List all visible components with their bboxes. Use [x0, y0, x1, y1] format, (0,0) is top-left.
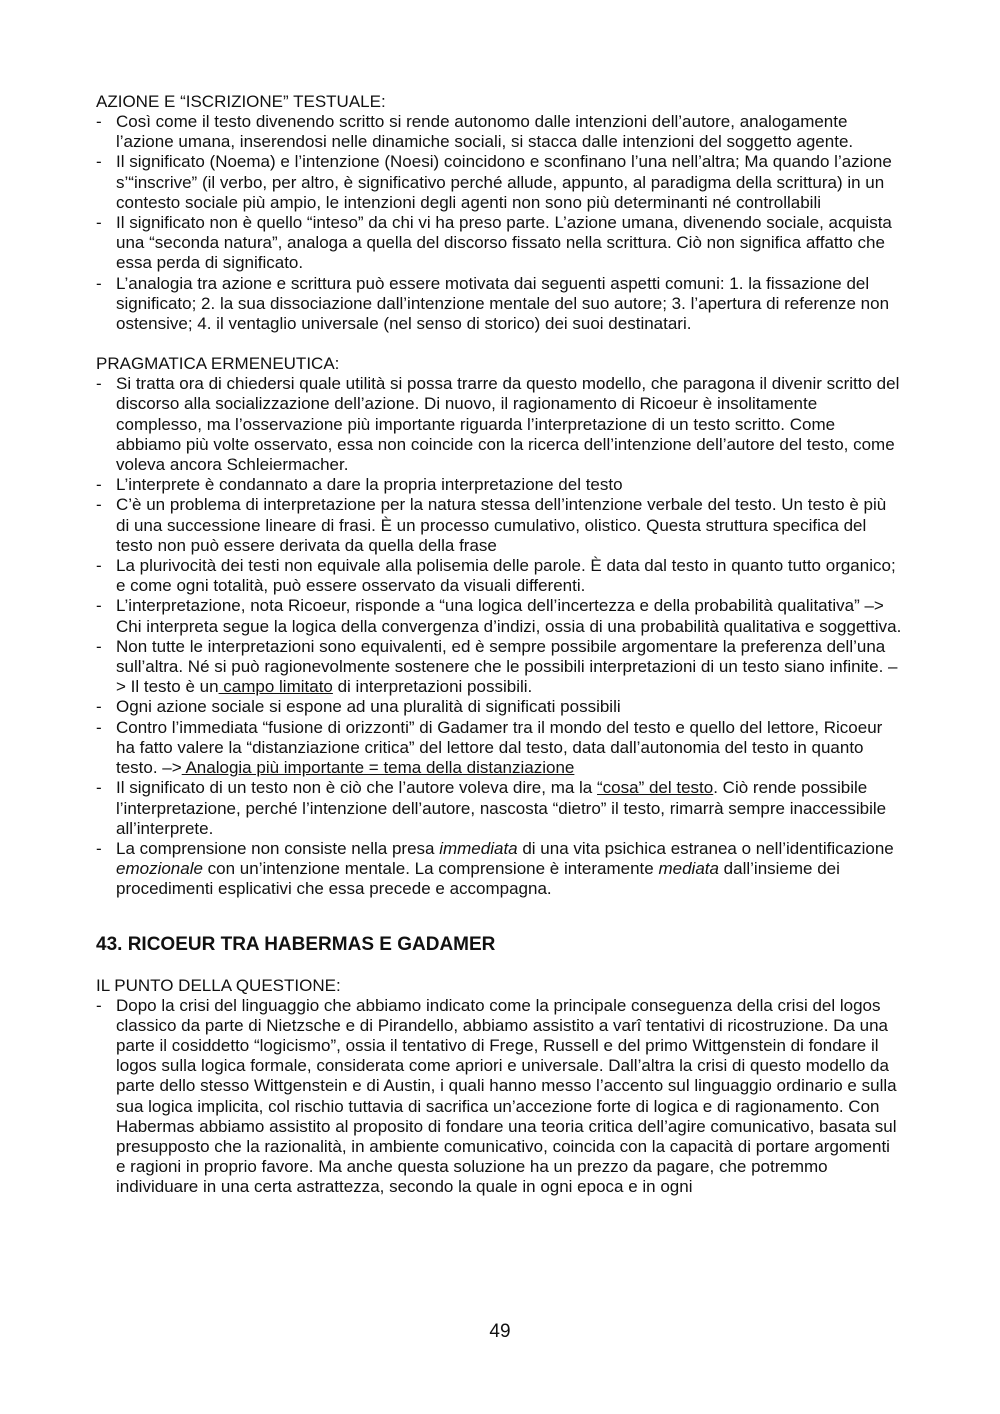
bullet-dash: -: [96, 995, 102, 1015]
item-text: di interpretazioni possibili.: [332, 677, 533, 697]
italic-word: emozionale: [116, 859, 203, 879]
list-item: [96, 112, 904, 152]
list-item: [96, 556, 904, 596]
item-text: Così come il testo divenendo scritto si rende autonomo dalle intenzioni dell’autore, analogamente l’azione umana, inserendosi nelle dinamiche sociali, si stacca dalle intenzioni del soggetto agente.: [116, 112, 854, 152]
list-item: [96, 637, 904, 698]
list-item: [96, 839, 904, 900]
bullet-dash: -: [96, 717, 102, 737]
list-item: [96, 718, 904, 779]
italic-word: immediata: [439, 838, 518, 858]
section-heading-pragmatica: PRAGMATICA ERMENEUTICA:: [96, 354, 340, 374]
bullet-dash: -: [96, 112, 102, 131]
bullet-dash: -: [96, 596, 102, 616]
list-item: [96, 495, 904, 556]
page-content: [96, 92, 904, 1198]
italic-word: mediata: [658, 859, 719, 879]
list-item: [96, 213, 904, 274]
underlined-phrase: Analogia più importante = tema della distanziazione: [181, 758, 575, 778]
bullet-dash: -: [96, 475, 102, 495]
list-item: [96, 596, 904, 636]
bullet-dash: -: [96, 778, 102, 798]
item-text: . Ciò rende possibile l’interpretazione, perché l’intenzione dell’autore, nascosta “dietro” il testo, rimarrà sempre inaccessibile all’interprete.: [116, 778, 887, 838]
underlined-phrase: campo limitato: [218, 677, 333, 697]
bullet-dash: -: [96, 495, 102, 515]
item-text: Dopo la crisi del linguaggio che abbiamo indicato come la principale conseguenza della crisi del logos classico da parte di Nietzsche e di Pirandello, abbiamo assistito a varî tentativi di ricostruzione. Da una parte il cosiddetto “logicismo”, ossia il tentativo di Frege, Russell e del primo Wittgenstein di fondare il logos sulla logica formale, considerata come apriori e universale. Dall’altra la crisi di questo modello da parte dello stesso Wittgenstein e di Austin, i quali hanno messo l’accento sul linguaggio ordinario e sulla sua logica implicita, col rischio tuttavia di sacrifica un’accezione forte di logica e di ragionamento. Con Habermas abbiamo assistito al proposito di fondare una teoria critica dell’agire comunicativo, basata sul presupposto che la razionalità, in ambiente comunicativo, coincida con la capacità di portare argomenti e ragioni in proprio favore. Ma anche questa soluzione ha un prezzo da pagare, che potremmo individuare in una certa astrattezza, secondo la quale in ogni epoca e in ogni: [116, 995, 897, 1197]
item-text: con un’intenzione mentale. La comprensione è interamente: [202, 859, 659, 879]
list-item: [96, 697, 904, 717]
item-text: Il significato di un testo non è ciò che l’autore voleva dire, ma la: [116, 778, 597, 798]
bullet-dash: -: [96, 273, 102, 293]
spacer: [96, 334, 904, 354]
underlined-phrase: “cosa” del testo: [597, 778, 714, 798]
bullet-dash: -: [96, 152, 102, 172]
list-azione: [96, 112, 904, 334]
section-heading-punto: IL PUNTO DELLA QUESTIONE:: [96, 975, 341, 995]
list-item: [96, 996, 904, 1198]
item-text: Ogni azione sociale si espone ad una pluralità di significati possibili: [116, 697, 621, 717]
item-text: C’è un problema di interpretazione per la natura stessa dell’intenzione verbale del testo. Un testo è più di una successione lineare di frasi. È un processo cumulativo, olistico. Questa struttura specifica del testo non può essere derivata da quella della frase: [116, 495, 887, 555]
item-text: L’analogia tra azione e scrittura può essere motivata dai seguenti aspetti comuni: 1. la fissazione del significato; 2. la sua dissociazione dall’intenzione mentale del suo autore; 3. l’apertura di referenze non ostensive; 4. il ventaglio universale (nel senso di storico) dei suoi destinatari.: [116, 273, 890, 334]
list-item: [96, 152, 904, 213]
item-text: L’interprete è condannato a dare la propria interpretazione del testo: [116, 475, 623, 495]
section-heading-azione: AZIONE E “ISCRIZIONE” TESTUALE:: [96, 92, 386, 111]
list-item: [96, 778, 904, 839]
item-text: Non tutte le interpretazioni sono equivalenti, ed è sempre possibile argomentare la preferenza dell’una sull’altra. Né si può ragionevolmente sostenere che le possibili interpretazioni di un testo siano infinite. –> Il testo è un: [116, 636, 898, 697]
bullet-dash: -: [96, 556, 102, 576]
bullet-dash: -: [96, 374, 102, 394]
section-title: 43. RICOEUR TRA HABERMAS E GADAMER: [96, 933, 496, 955]
item-text: La comprensione non consiste nella presa: [116, 838, 440, 858]
item-text: Si tratta ora di chiedersi quale utilità si possa trarre da questo modello, che paragona il divenir scritto del discorso alla socializzazione dell’azione. Di nuovo, il ragionamento di Ricoeur è insolitamente complesso, ma l’osservazione più importante riguarda l’interpretazione di un testo scritto. Come abbiamo più volte osservato, essa non coincide con la ricerca dell’intenzione dell’autore del testo, come voleva ancora Schleiermacher.: [116, 374, 900, 475]
page-number: 49: [489, 1321, 511, 1342]
list-pragmatica: [96, 374, 904, 899]
item-text: La plurivocità dei testi non equivale alla polisemia delle parole. È data dal testo in quanto tutto organico; e come ogni totalità, può essere osservato da visuali differenti.: [116, 556, 896, 596]
item-text: dall’insieme dei procedimenti esplicativi che essa precede e accompagna.: [116, 859, 840, 899]
item-text: Il significato (Noema) e l’intenzione (Noesi) coincidono e sconfinano l’una nell’altra; Ma quando l’azione s’“inscrive” (il verbo, per altro, è significativo perché allude, appunto, al paradigma della scrittura) in un contesto sociale più ampio, le intenzioni degli agenti non sono più determinanti né controllabili: [116, 152, 892, 212]
item-text: Contro l’immediata “fusione di orizzonti” di Gadamer tra il mondo del testo e quello del lettore, Ricoeur ha fatto valere la “distanziazione critica” del lettore dal testo, data dall’autonomia del testo in quanto testo. –>: [116, 717, 883, 778]
item-text: di una vita psichica estranea o nell’identificazione: [517, 838, 894, 858]
item-text: Il significato non è quello “inteso” da chi vi ha preso parte. L’azione umana, divenendo sociale, acquista una “seconda natura”, analoga a quella del discorso fissato nella scrittura. Ciò non significa affatto che essa perda di significato.: [116, 213, 892, 273]
list-item: [96, 274, 904, 335]
bullet-dash: -: [96, 697, 102, 717]
bullet-dash: -: [96, 636, 102, 656]
item-text: L’interpretazione, nota Ricoeur, risponde a “una logica dell’incertezza e della probabilità qualitativa” –> Chi interpreta segue la logica della convergenza d’indizi, ossia di una probabilità qualitativa e soggettiva.: [116, 596, 902, 636]
list-punto: [96, 996, 904, 1198]
list-item: [96, 374, 904, 475]
spacer: [96, 900, 904, 920]
list-item: [96, 475, 904, 495]
bullet-dash: -: [96, 213, 102, 233]
bullet-dash: -: [96, 838, 102, 858]
